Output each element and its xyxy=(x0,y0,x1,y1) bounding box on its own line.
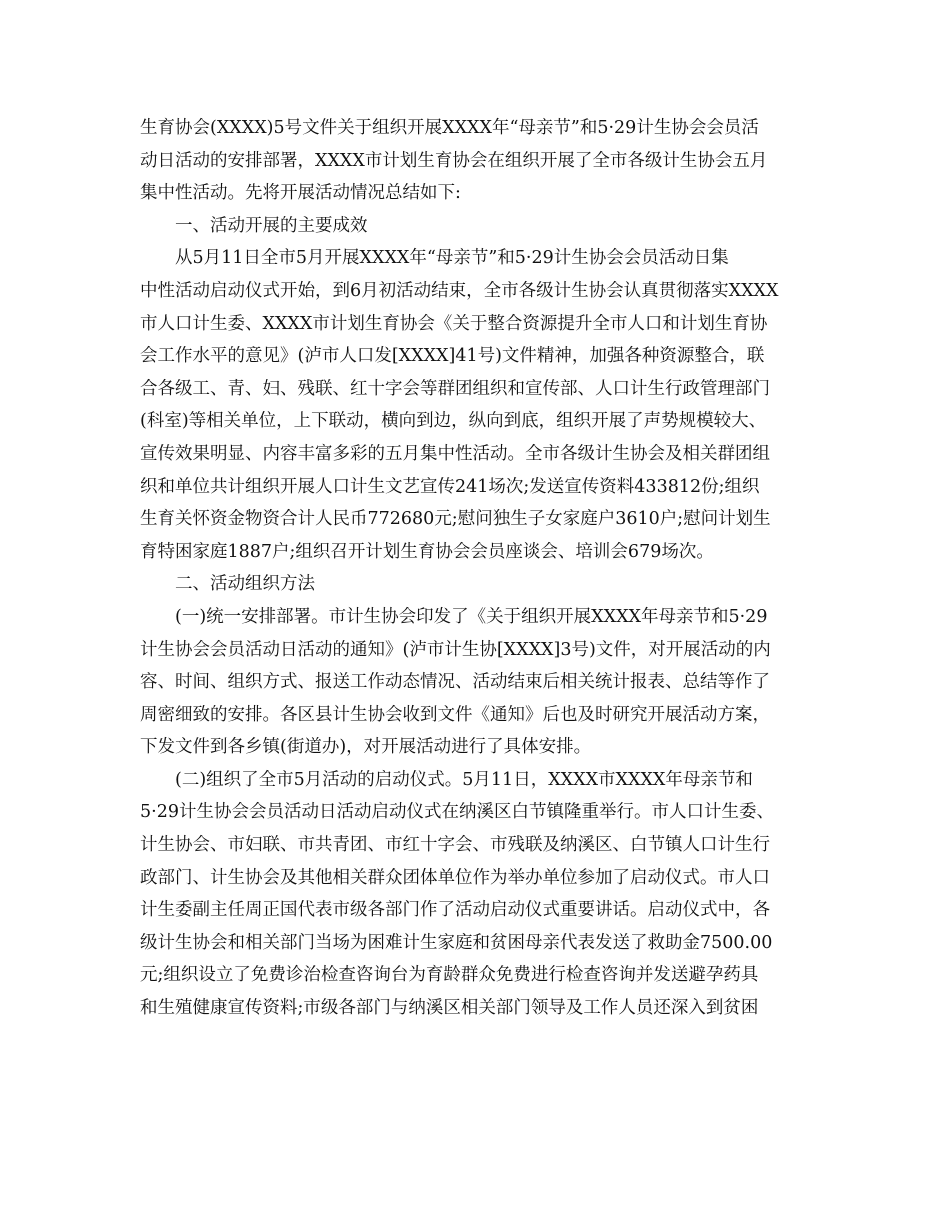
paragraph-method-1: (一)统一安排部署。市计生协会印发了《关于组织开展XXXX年母亲节和5·29 计生协会会员活动日活动的通知》(泸市计生协[XXXX]3号)文件，对开展活动的内 容、时间、组织方式、报送工作动态情况、活动结束后相关统计报表、总结等作了 周密细致的安排。各区县计生协会收到文件《通知》后也及时研究开展活动方案， 下发文件到各乡镇(街道办)，对开展活动进行了具体安排。 xyxy=(140,606,771,758)
heading-methods: 二、活动组织方法 xyxy=(175,574,315,595)
paragraph-method-2: (二)组织了全市5月活动的启动仪式。5月11日，XXXX市XXXX年母亲节和 5·29计生协会会员活动日活动启动仪式在纳溪区白节镇隆重举行。市人口计生委、 计生协会、市妇联、市共青团、市红十字会、市残联及纳溪区、白节镇人口计生行 政部门、计生协会及其他相关群众团体单位作为举办单位参加了启动仪式。市人口 计生委副主任周正国代表市级各部门作了活动启动仪式重要讲话。启动仪式中，各 级计生协会和相关部门当场为困难计生家庭和贫困母亲代表发送了救助金7500.00 元;组织设立了免费诊治检查咨询台为育龄群众免费进行检查咨询并发送避孕药具 和生殖健康宣传资料;市级各部门与纳溪区相关部门领导及工作人员还深入到贫困 xyxy=(140,769,774,1019)
paragraph-intro: 生育协会(XXXX)5号文件关于组织开展XXXX年“母亲节”和5·29计生协会会员活 动日活动的安排部署，XXXX市计划生育协会在组织开展了全市各级计生协会五月 集中性活动。先将开展活动情况总结如下: xyxy=(140,118,768,204)
heading-achievements: 一、活动开展的主要成效 xyxy=(175,215,368,236)
paragraph-achievements: 从5月11日全市5月开展XXXX年“母亲节”和5·29计生协会会员活动日集 中性活动启动仪式开始，到6月初活动结束，全市各级计生协会认真贯彻落实XXXX 市人口计生委、XXXX市计划生育协会《关于整合资源提升全市人口和计划生育协 会工作水平的意见》(泸市人口发[XXXX]41号)文件精神，加强各种资源整合，联 合各级工、青、妇、残联、红十字会等群团组织和宣传部、人口计生行政管理部门 (科室)等相关单位，上下联动，横向到边，纵向到底，组织开展了声势规模较大、 宣传效果明显、内容丰富多彩的五月集中性活动。全市各级计生协会及相关群团组 织和单位共计组织开展人口计生文艺宣传241场次;发送宣传资料433812份;组织 生育关怀资金物资合计人民币772680元;慰问独生子女家庭户3610户;慰问计划生 育特困家庭1887户;组织召开计划生育协会会员座谈会、培训会679场次。 xyxy=(140,248,779,562)
document-body xyxy=(140,112,830,1025)
